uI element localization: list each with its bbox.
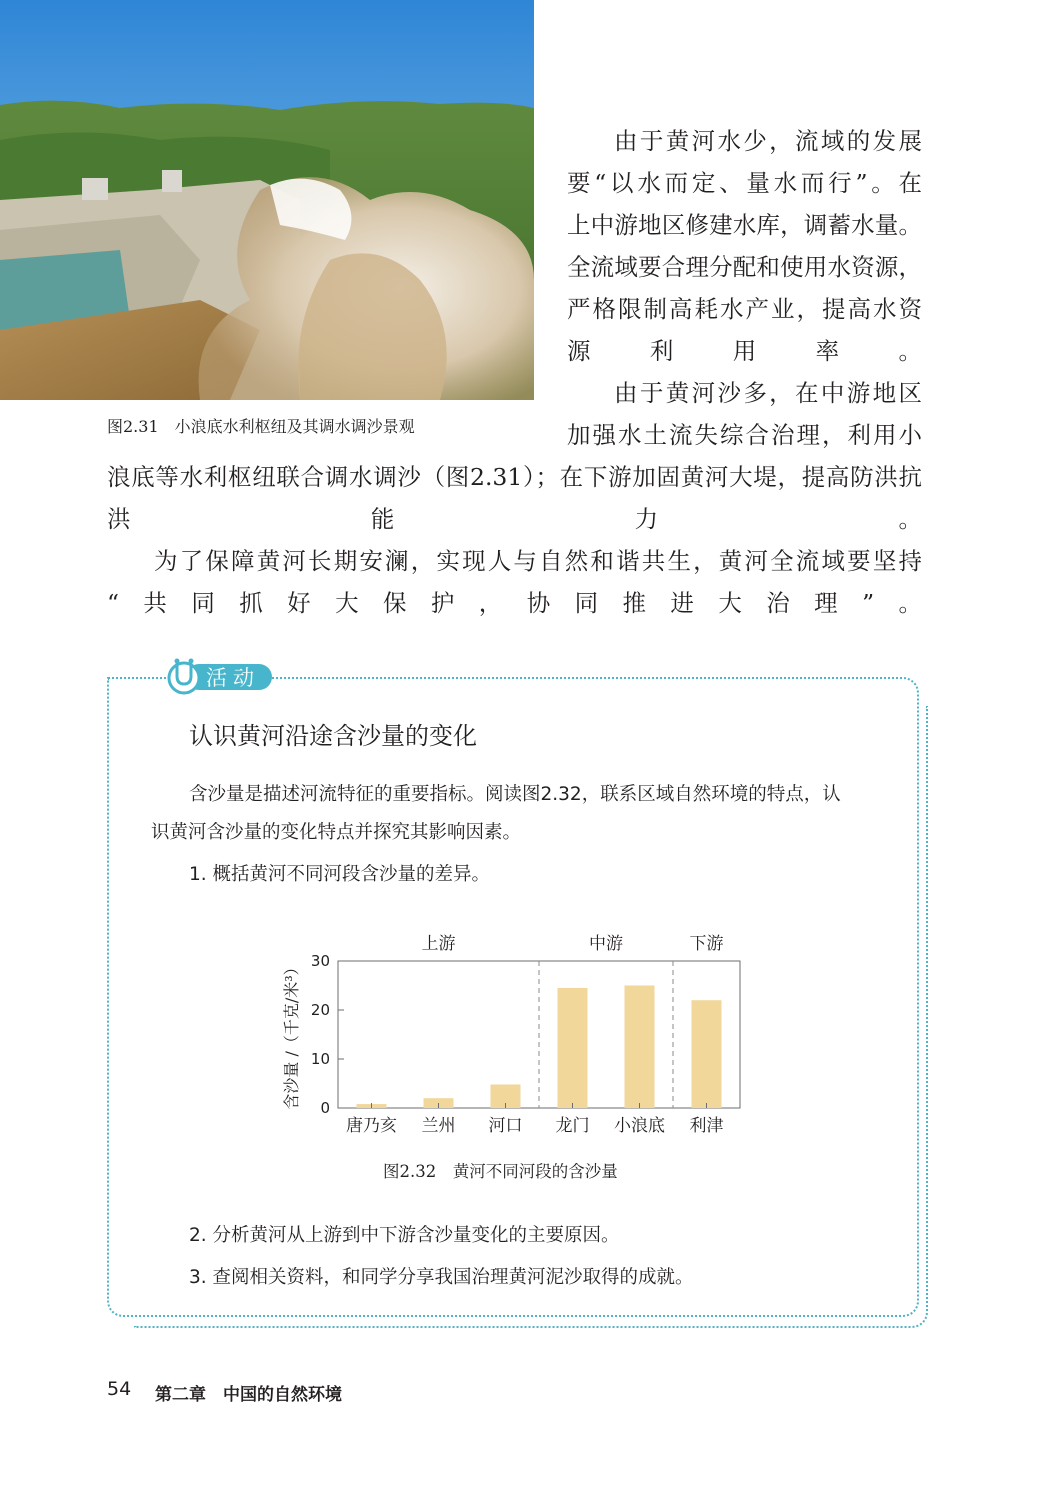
- y-tick-label: 30: [310, 952, 330, 970]
- x-category-label: 利津: [689, 1116, 724, 1136]
- text-line: “共同抓好大保护，协同推进大治理”。: [107, 589, 922, 617]
- x-category-label: 小浪底: [614, 1116, 665, 1136]
- section-label: 下游: [689, 934, 724, 954]
- paragraph-sediment: [567, 372, 922, 456]
- paragraph-protection: [107, 540, 922, 624]
- activity-question-1: 1. 概括黄河不同河段含沙量的差异。: [189, 864, 491, 885]
- paragraph-sediment-continued: [107, 456, 922, 540]
- bar-4: [558, 988, 588, 1108]
- x-category-label: 河口: [488, 1116, 523, 1136]
- bar-5: [625, 986, 655, 1109]
- text-line: 为了保障黄河长期安澜，实现人与自然和谐共生，黄河全流域要坚持: [154, 547, 922, 575]
- sediment-bar-chart: [270, 925, 760, 1150]
- x-category-label: 唐乃亥: [346, 1116, 397, 1136]
- y-tick-label: 10: [310, 1050, 330, 1068]
- text-line: 加强水土流失综合治理，利用小: [567, 421, 922, 449]
- dam-photo-illustration: [0, 0, 534, 400]
- section-label: 上游: [421, 934, 456, 954]
- figure-231-caption: 图2.31 小浪底水利枢纽及其调水调沙景观: [107, 417, 415, 436]
- text-line: 浪底等水利枢纽联合调水调沙（图2.31）；在下游加固黄河大堤，提高防洪抗: [107, 463, 922, 491]
- dam-photo: [0, 0, 534, 400]
- text-line: 由于黄河水少，流域的发展: [614, 127, 922, 155]
- activity-intro-line: 识黄河含沙量的变化特点并探究其影响因素。: [151, 822, 522, 843]
- y-tick-label: 20: [310, 1001, 330, 1019]
- text-line: 上中游地区修建水库，调蓄水量。: [567, 211, 922, 239]
- section-label: 中游: [589, 934, 623, 954]
- activity-title: 认识黄河沿途含沙量的变化: [189, 722, 477, 750]
- text-line: 全流域要合理分配和使用水资源，: [567, 253, 922, 281]
- x-category-label: 兰州: [421, 1116, 456, 1136]
- y-axis-label: 含沙量 /（千克/米³）: [282, 959, 301, 1110]
- x-category-label: 龙门: [555, 1116, 590, 1136]
- text-line: 洪能力。: [107, 505, 922, 533]
- chapter-title: 第二章 中国的自然环境: [155, 1385, 342, 1405]
- bar-6: [692, 1000, 722, 1108]
- page-number: 54: [107, 1378, 132, 1400]
- activity-question-3: 3. 查阅相关资料，和同学分享我国治理黄河泥沙取得的成就。: [189, 1267, 694, 1288]
- text-line: 要“以水而定、量水而行”。在: [567, 169, 922, 197]
- y-tick-label: 0: [320, 1099, 330, 1117]
- figure-232-caption: 图2.32 黄河不同河段的含沙量: [383, 1162, 618, 1181]
- paragraph-water-shortage: [567, 120, 922, 372]
- text-line: 由于黄河沙多，在中游地区: [614, 379, 922, 407]
- activity-question-2: 2. 分析黄河从上游到中下游含沙量变化的主要原因。: [189, 1225, 620, 1246]
- text-line: 严格限制高耗水产业，提高水资: [567, 295, 922, 323]
- text-line: 源利用率。: [567, 337, 922, 365]
- activity-intro-line: 含沙量是描述河流特征的重要指标。阅读图2.32，联系区域自然环境的特点，认: [189, 784, 841, 805]
- stethoscope-icon: [162, 652, 206, 696]
- activity-badge-label: 活动: [206, 666, 260, 690]
